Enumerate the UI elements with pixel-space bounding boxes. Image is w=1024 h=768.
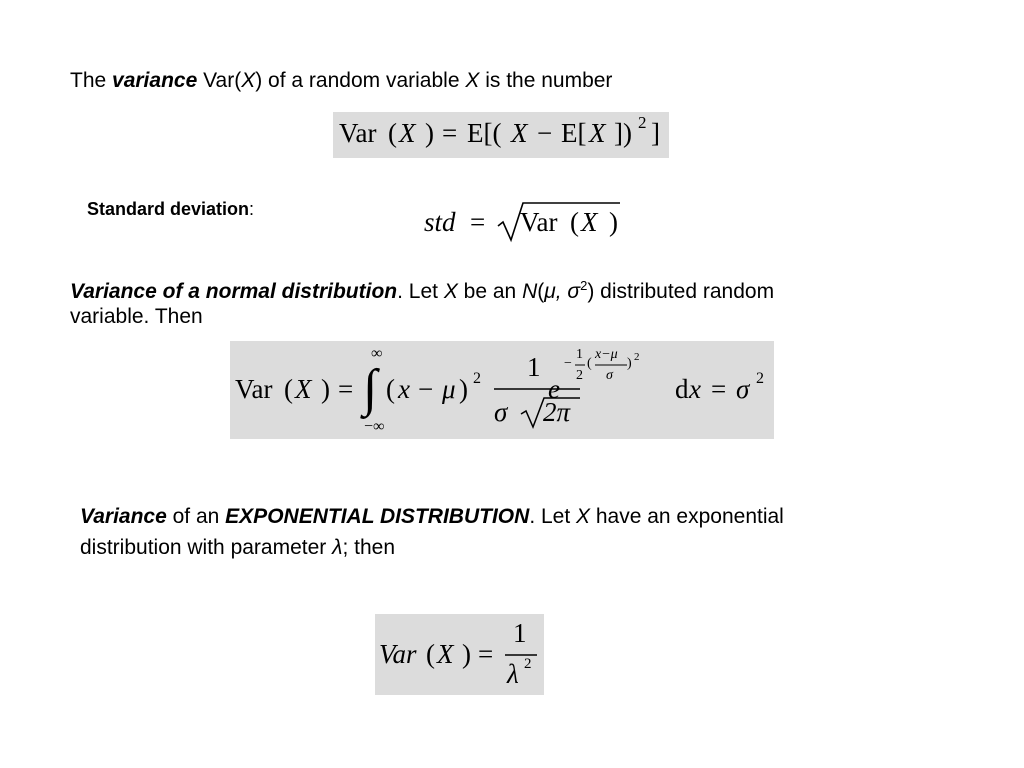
std-paren-open: ( <box>570 207 579 237</box>
nf-sigma: σ <box>494 397 508 427</box>
normal-n: N <box>522 280 538 303</box>
normal-paren: ( <box>537 280 545 303</box>
normal-x: X <box>443 280 458 303</box>
nf-x: X <box>295 374 312 404</box>
nf-exp-square: 2 <box>634 351 640 363</box>
variance-definition-text <box>70 66 612 96</box>
exp-x: X <box>576 505 591 528</box>
nf-close: ) <box>459 374 468 404</box>
square-exponent: 2 <box>638 113 647 132</box>
nf-open: ( <box>386 374 395 404</box>
normal-sup: 2 <box>580 278 588 293</box>
exp-text-2: . Let <box>529 505 577 528</box>
normal-text-line2: variable. Then <box>70 305 203 328</box>
std-label <box>87 194 254 224</box>
ef-lambda-square: 2 <box>524 656 532 672</box>
nf-equals-2: = <box>711 374 727 404</box>
nf-var: Var <box>235 374 273 404</box>
std-formula <box>420 196 640 246</box>
normal-term: Variance of a normal distribution <box>70 280 398 303</box>
integral-upper-limit: ∞ <box>371 345 383 362</box>
exp-lambda: λ <box>332 536 343 559</box>
expectation-open: E[( <box>467 118 502 148</box>
formula-paren-close: ) <box>425 118 434 148</box>
nf-exp-paren-open: ( <box>587 356 592 371</box>
var-symbol: Var <box>339 118 377 148</box>
nf-frac-numerator: 1 <box>527 352 541 382</box>
integral-lower-limit: −∞ <box>364 418 385 435</box>
intro-text-2: Var( <box>197 69 242 92</box>
nf-paren-close: ) <box>321 374 330 404</box>
nf-dx-x: x <box>689 374 701 404</box>
normal-params: μ, σ <box>544 280 581 303</box>
exp-term-2: EXPONENTIAL DISTRIBUTION <box>225 505 530 528</box>
nf-exp-paren-close: ) <box>627 356 632 371</box>
nf-sigma-rhs: σ <box>736 374 750 404</box>
expectation-close: ]) <box>614 118 632 148</box>
ef-var: Var <box>379 639 417 669</box>
nf-exp-frac-den: σ <box>606 368 613 383</box>
formula-x-2: X <box>511 118 528 148</box>
intro-x-1: X <box>241 69 256 92</box>
variance-formula <box>333 112 669 158</box>
nf-square: 2 <box>473 370 481 387</box>
nf-paren-open: ( <box>284 374 293 404</box>
nf-exp-half-den: 2 <box>576 368 583 383</box>
normal-text-2: be an <box>457 280 523 303</box>
exponential-variance-text-line2 <box>80 533 395 563</box>
nf-xvar: x <box>398 374 410 404</box>
exponential-variance-formula <box>375 614 544 695</box>
nf-minus: − <box>418 374 434 404</box>
variance-term: variance <box>112 69 198 92</box>
exp-line2-a: distribution with parameter <box>80 536 333 559</box>
bracket-close: ] <box>651 118 660 148</box>
formula-x-3: X <box>589 118 606 148</box>
nf-exp-frac-bars <box>570 341 640 381</box>
std-equals: = <box>470 207 486 237</box>
intro-text-1: The <box>70 69 113 92</box>
exp-term: Variance <box>80 505 167 528</box>
std-symbol: std <box>424 207 456 237</box>
exp-line2-b: ; then <box>342 536 396 559</box>
std-x: X <box>581 207 598 237</box>
normal-text-3: ) distributed random <box>587 280 775 303</box>
formula-paren-open: ( <box>388 118 397 148</box>
intro-text-4: is the number <box>479 69 613 92</box>
nf-e: e <box>548 374 560 404</box>
ef-numerator: 1 <box>513 618 527 648</box>
std-label-text: Standard deviation <box>87 199 250 219</box>
ef-x: X <box>437 639 454 669</box>
nf-rhs-square: 2 <box>756 370 764 387</box>
nf-mu: μ <box>442 374 456 404</box>
ef-equals: = <box>478 639 494 669</box>
equals-sign: = <box>442 118 458 148</box>
nf-equals: = <box>338 374 354 404</box>
minus-sign: − <box>537 118 553 148</box>
intro-x-2: X <box>465 69 480 92</box>
formula-x: X <box>399 118 416 148</box>
intro-text-3: ) of a random variable <box>255 69 466 92</box>
nf-exp-half-num: 1 <box>576 347 583 362</box>
sqrt-radical <box>496 200 620 242</box>
ef-paren-close: ) <box>462 639 471 669</box>
exp-text-3: have an exponential <box>590 505 784 528</box>
std-paren-close: ) <box>609 207 618 237</box>
nf-exp-frac-num: x−μ <box>595 347 618 362</box>
expectation-inner: E[ <box>561 118 587 148</box>
std-colon: : <box>249 199 255 219</box>
exponential-variance-text <box>80 502 784 532</box>
normal-variance-formula <box>230 341 774 439</box>
nf-two-pi: 2π <box>543 397 571 427</box>
std-var: Var <box>520 207 558 237</box>
normal-text-1: . Let <box>397 280 444 303</box>
integral-sign: ∫ <box>363 360 378 417</box>
nf-dx-d: d <box>675 374 689 404</box>
exp-text-1: of an <box>166 505 226 528</box>
nf-exp-minus: − <box>564 356 572 371</box>
ef-paren-open: ( <box>426 639 435 669</box>
ef-lambda: λ <box>507 659 519 689</box>
